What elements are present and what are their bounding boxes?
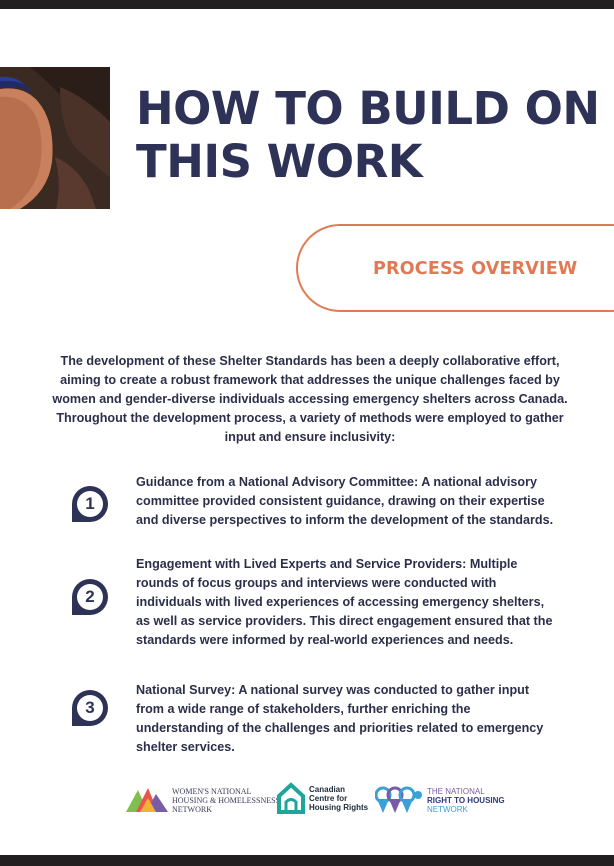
title-line-2: THIS WORK — [136, 135, 423, 188]
number-badge — [70, 484, 110, 524]
top-border-bar — [0, 0, 614, 9]
ccfhr-line-2: Centre for — [309, 793, 348, 803]
nrhn-line-2: RIGHT TO HOUSING — [427, 795, 505, 805]
partner-logos — [0, 778, 614, 822]
triangle-logo-icon — [126, 786, 168, 814]
people-pins-logo-icon — [375, 785, 423, 815]
nrhn-logo — [375, 785, 505, 815]
house-logo-icon — [277, 782, 305, 814]
section-heading: PROCESS OVERVIEW — [373, 259, 578, 279]
wnhhn-line-3: NETWORK — [172, 804, 212, 814]
nrhn-line-1: THE NATIONAL — [427, 786, 485, 796]
wnhhn-line-2: HOUSING & HOMELESSNESS — [172, 795, 281, 805]
ccfhr-line-3: Housing Rights — [309, 802, 369, 812]
list-item-text: Guidance from a National Advisory Committee: A national advisory committee provided consistent guidance, drawing on their expertise and diverse perspectives to inform the development of the standards. — [136, 475, 554, 527]
intro-paragraph: The development of these Shelter Standards has been a deeply collaborative effort, aiming to create a robust framework that addresses the unique challenges faced by women and gender-diverse individuals accessing emergency shelters across Canada. Throughout the development process, a variety of methods were employed to gather input and ensure inclusivity: — [52, 354, 568, 444]
wnhhn-line-1: WOMEN'S NATIONAL — [172, 786, 252, 796]
list-item-text: Engagement with Lived Experts and Service Providers: Multiple rounds of focus groups and interviews were conducted with individuals with lived experiences of accessing emergency shelters, as well as service providers. This direct engagement ensured that the standards were informed by real-world experiences and needs. — [136, 557, 553, 647]
wnhhn-logo — [126, 786, 280, 814]
bottom-border-bar — [0, 855, 614, 866]
nrhn-line-3: NETWORK — [427, 804, 468, 814]
decorative-illustration — [0, 67, 110, 209]
number-badge — [70, 688, 110, 728]
ccfhr-line-1: Canadian — [309, 784, 346, 794]
page-title — [136, 82, 600, 188]
badge-number: 3 — [85, 698, 95, 717]
number-badge — [70, 577, 110, 617]
badge-number: 2 — [85, 587, 95, 606]
list-item-text: National Survey: A national survey was conducted to gather input from a wide range of stakeholders, further enriching the understanding of the challenges and priorities related to emergency shelter services. — [136, 683, 544, 754]
title-line-1: HOW TO BUILD ON — [136, 82, 600, 135]
ccfhr-logo — [277, 782, 368, 814]
badge-number: 1 — [85, 494, 95, 513]
